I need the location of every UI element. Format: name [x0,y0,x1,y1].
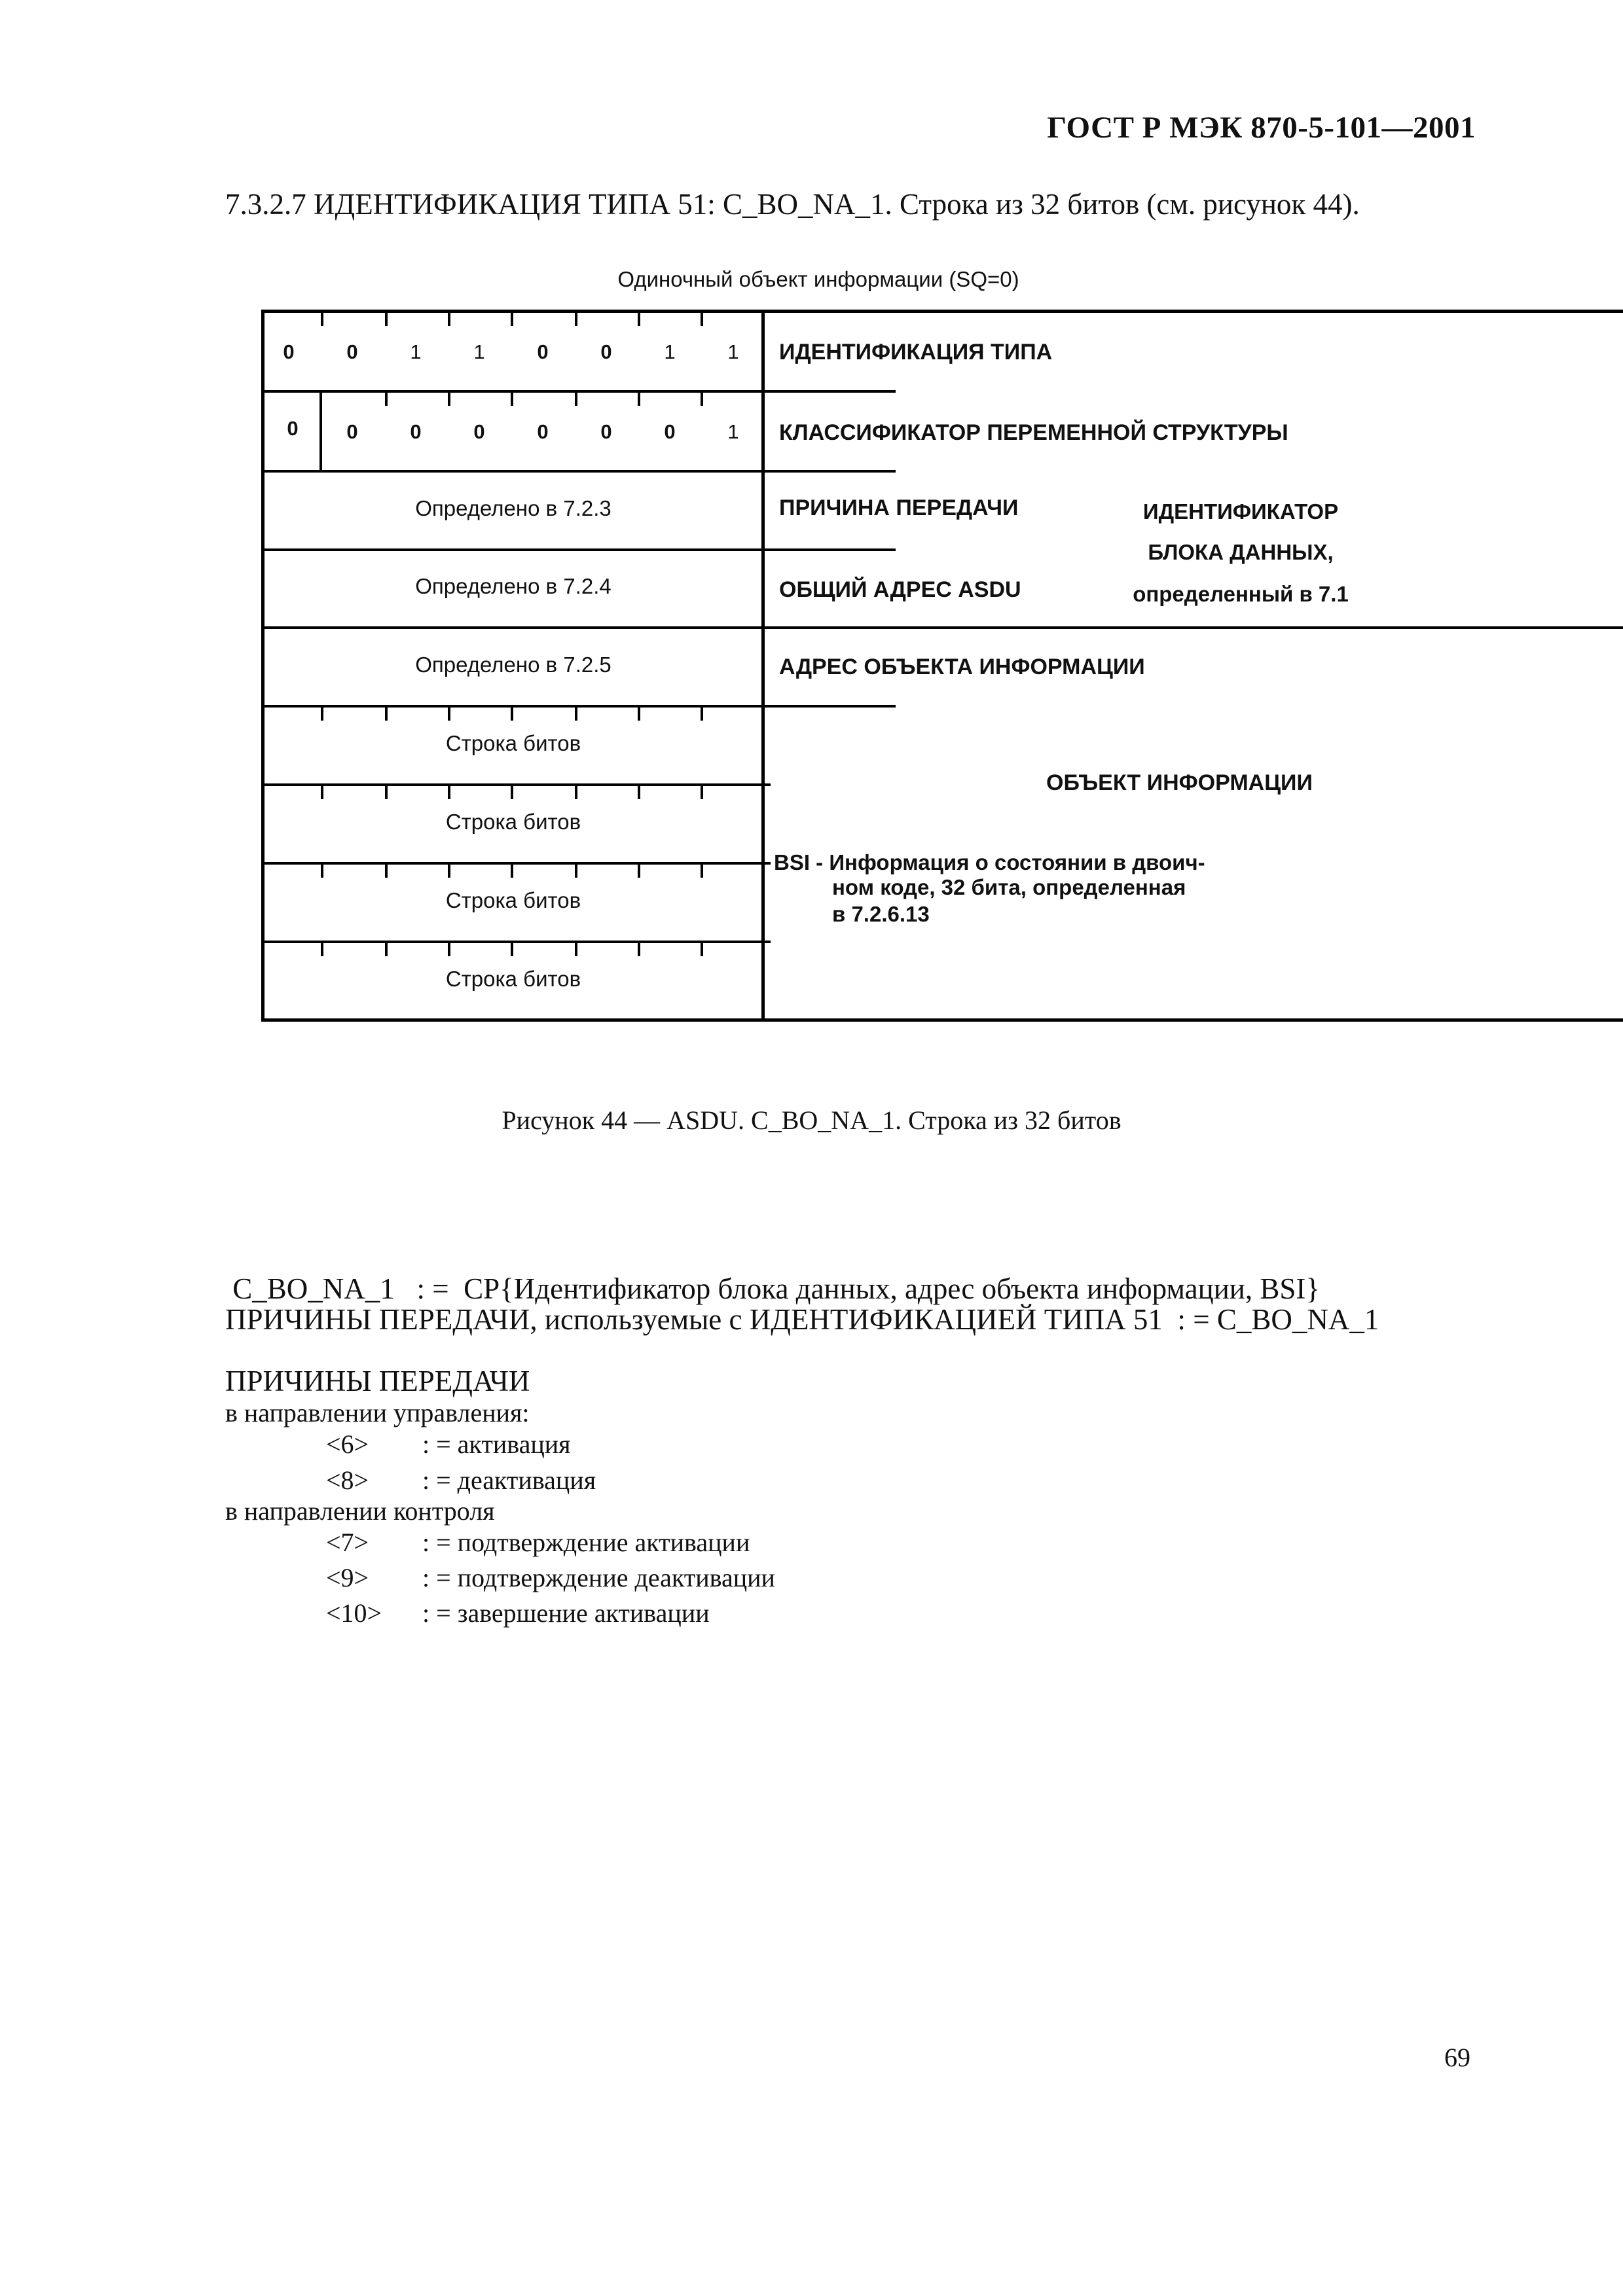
type-id-label: ИДЕНТИФИКАЦИЯ ТИПА [779,340,1053,365]
bitstring-cell: Строка битов [445,888,581,912]
vsq-bit: 0 [600,420,612,443]
vsq-bit: 0 [346,420,358,443]
ioa-defined: Определено в 7.2.5 [415,653,611,677]
bitstring-cell: Строка битов [445,967,581,991]
cot-defined: Определено в 7.2.3 [415,496,611,520]
row-divider [263,705,896,708]
data-unit-id-line: ИДЕНТИФИКАТОР [1142,499,1339,524]
cause-text: : = завершение активации [422,1598,710,1628]
row-divider [263,941,771,943]
row-divider [263,470,896,473]
definition-line: ПРИЧИНЫ ПЕРЕДАЧИ, используемые с ИДЕНТИФИКАЦИЕЙ ТИПА 51 : = C_BO_NA_1 [225,1303,1379,1336]
common-address-defined: Определено в 7.2.4 [415,574,611,598]
control-direction-label: в направлении управления: [225,1398,530,1427]
cot-label: ПРИЧИНА ПЕРЕДАЧИ [779,495,1019,520]
cause-code: <10> [326,1598,382,1628]
type-id-bit: 1 [664,340,676,363]
row-divider [263,626,1623,629]
data-unit-id-line: определенный в 7.1 [1133,582,1349,606]
row-divider [263,548,896,551]
info-object-label: ОБЪЕКТ ИНФОРМАЦИИ [1046,770,1313,795]
figure-caption: Рисунок 44 — ASDU. C_BO_NA_1. Строка из 32 битов [501,1105,1122,1135]
common-address-label: ОБЩИЙ АДРЕС ASDU [779,577,1021,602]
data-unit-id-line: БЛОКА ДАННЫХ, [1148,540,1334,564]
cause-text: : = деактивация [422,1465,596,1495]
cause-text: : = активация [422,1429,571,1459]
cause-text: : = подтверждение активации [422,1528,750,1557]
bsi-description: BSI - Информация о состоянии в двоич- [774,850,1205,874]
bitstring-cell: Строка битов [445,810,581,834]
ioa-label: АДРЕС ОБЪЕКТА ИНФОРМАЦИИ [779,655,1145,679]
page-number: 69 [1444,2043,1470,2072]
vsq-bit: 0 [664,420,676,443]
cause-code: <6> [326,1429,369,1459]
vsq-label: КЛАССИФИКАТОР ПЕРЕМЕННОЙ СТРУКТУРЫ [779,420,1288,445]
type-id-bit: 1 [410,340,422,363]
bsi-description: ном коде, 32 бита, определенная [832,875,1186,899]
vsq-bit: 0 [473,420,485,443]
cause-text: : = подтверждение деактивации [422,1563,775,1592]
section-heading: 7.3.2.7 ИДЕНТИФИКАЦИЯ ТИПА 51: C_BO_NA_1. Строка из 32 битов (см. рисунок 44). [225,188,1360,221]
bitstring-cell: Строка битов [445,731,581,755]
asdu-figure [0,0,1623,1060]
cause-code: <9> [326,1563,369,1592]
type-id-bit: 1 [727,340,739,363]
monitor-direction-label: в направлении контроля [225,1496,495,1526]
type-id-bit: 0 [600,340,612,363]
row-divider [263,390,896,393]
vsq-bit: 1 [727,420,739,443]
document-header: ГОСТ Р МЭК 870-5-101—2001 [1047,111,1476,145]
cause-code: <7> [326,1528,369,1557]
bsi-description: в 7.2.6.13 [832,902,930,926]
vsq-sq-divider [319,391,322,471]
vsq-bit: 0 [287,417,299,440]
box-bottom-line [263,1018,1623,1022]
figure-title: Одиночный объект информации (SQ=0) [617,267,1019,291]
type-id-bit: 0 [283,340,295,363]
type-id-bit: 0 [346,340,358,363]
type-id-bit: 0 [537,340,549,363]
vsq-bit: 0 [537,420,549,443]
definition-line: C_BO_NA_1 : = CP{Идентификатор блока данных, адрес объекта информации, BSI} [225,1272,1321,1305]
type-id-bit: 1 [473,340,485,363]
row-divider [263,783,771,786]
vsq-bit: 0 [410,420,422,443]
row-divider [263,862,771,865]
causes-heading: ПРИЧИНЫ ПЕРЕДАЧИ [225,1365,530,1397]
box-top-line-right [770,310,1623,313]
cause-code: <8> [326,1465,369,1495]
